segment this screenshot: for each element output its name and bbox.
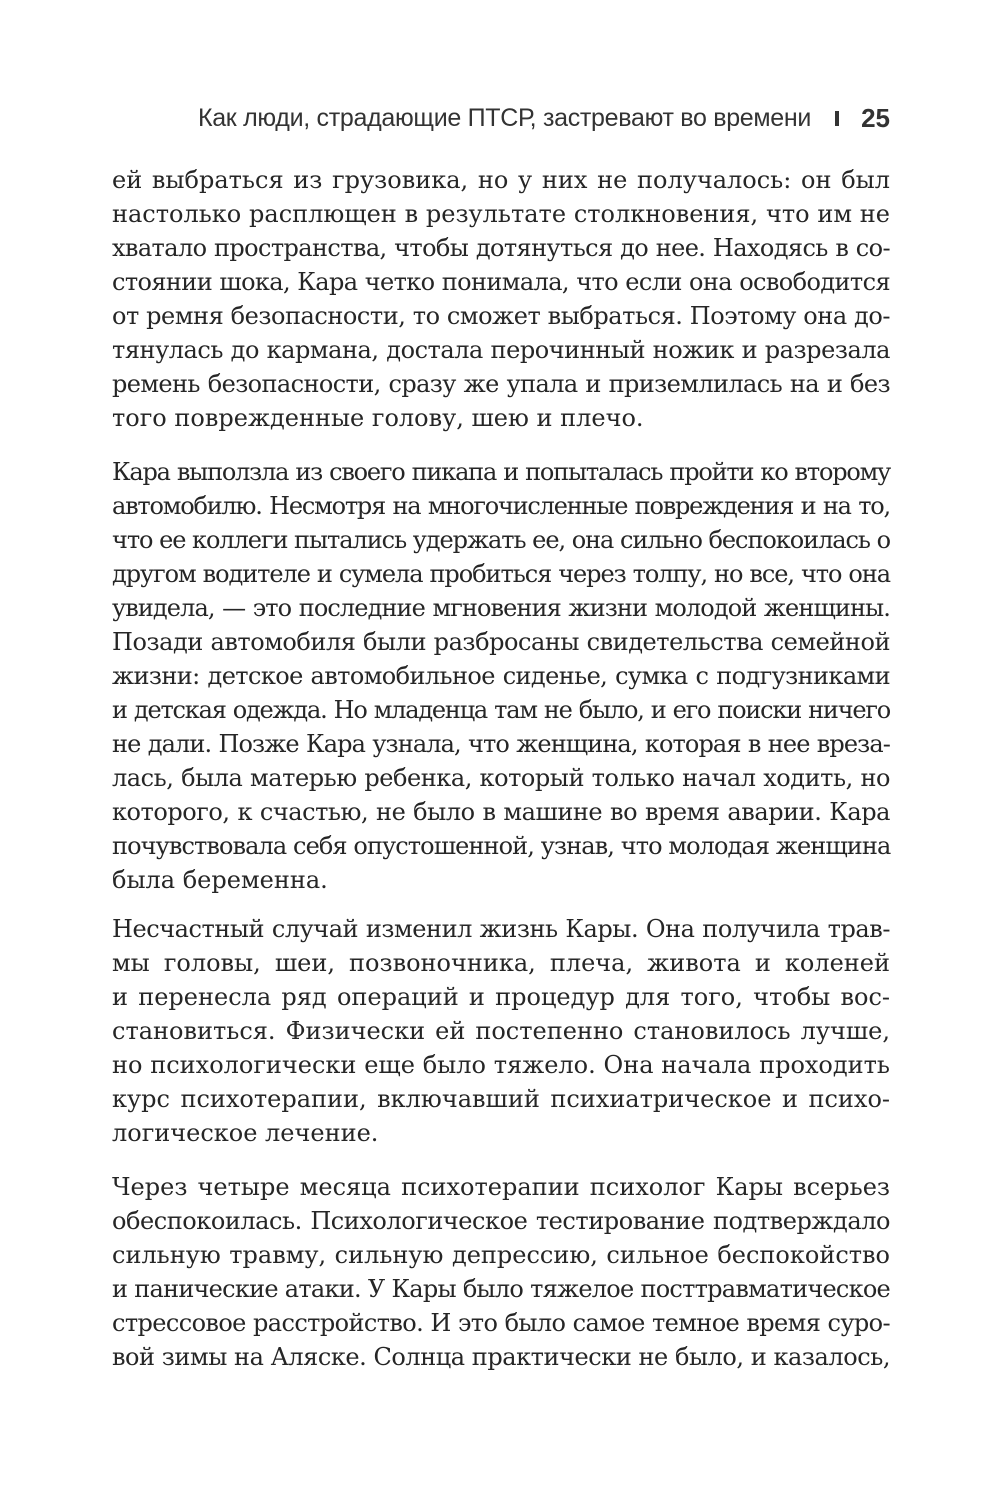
text-line: Несчастный случай изменил жизнь Кары. Она получила трав- bbox=[112, 915, 890, 943]
text-line: и панические атаки. У Кары было тяжелое посттравматическое bbox=[112, 1275, 890, 1303]
paragraph-3 bbox=[112, 912, 890, 1150]
text-line: сильную травму, сильную депрессию, сильное беспокойство bbox=[112, 1241, 890, 1269]
text-line: другом водителе и сумела пробиться через толпу, но все, что она bbox=[112, 560, 890, 588]
paragraph-1 bbox=[112, 163, 890, 435]
text-line: ей выбраться из грузовика, но у них не получалось: он был bbox=[112, 166, 890, 194]
text-line: Кара выползла из своего пикапа и попыталась пройти ко второму bbox=[112, 458, 890, 486]
text-line: вой зимы на Аляске. Солнца практически не было, и казалось, bbox=[112, 1343, 890, 1371]
paragraph-4 bbox=[112, 1170, 890, 1374]
text-line: обеспокоилась. Психологическое тестирование подтверждало bbox=[112, 1207, 890, 1235]
text-line: и перенесла ряд операций и процедур для того, чтобы вос- bbox=[112, 983, 890, 1011]
text-line: увидела, — это последние мгновения жизни молодой женщины. bbox=[112, 594, 890, 622]
text-line: автомобилю. Несмотря на многочисленные повреждения и на то, bbox=[112, 492, 890, 520]
text-line: того поврежденные голову, шею и плечо. bbox=[112, 404, 644, 432]
text-line: от ремня безопасности, то сможет выбраться. Поэтому она до- bbox=[112, 302, 890, 330]
text-line: Через четыре месяца психотерапии психолог Кары всерьез bbox=[112, 1173, 890, 1201]
paragraph-2 bbox=[112, 455, 890, 897]
square-outline-icon bbox=[835, 111, 839, 126]
text-line: настолько расплющен в результате столкновения, что им не bbox=[112, 200, 890, 228]
text-line: курс психотерапии, включавший психиатрическое и психо- bbox=[112, 1085, 890, 1113]
page-number: 25 bbox=[861, 102, 890, 133]
text-line: но психологически еще было тяжело. Она начала проходить bbox=[112, 1051, 890, 1079]
text-line: Позади автомобиля были разбросаны свидетельства семейной bbox=[112, 628, 890, 656]
text-line: не дали. Позже Кара узнала, что женщина, которая в нее вреза- bbox=[112, 730, 890, 758]
text-line: лась, была матерью ребенка, который только начал ходить, но bbox=[112, 764, 890, 792]
text-line: жизни: детское автомобильное сиденье, сумка с подгузниками bbox=[112, 662, 890, 690]
text-line: логическое лечение. bbox=[112, 1119, 379, 1147]
text-line: становиться. Физически ей постепенно становилось лучше, bbox=[112, 1017, 890, 1045]
running-head bbox=[197, 98, 890, 138]
text-line: стоянии шока, Кара четко понимала, что если она освободится bbox=[112, 268, 890, 296]
text-line: была беременна. bbox=[112, 866, 328, 894]
text-line: ремень безопасности, сразу же упала и приземлилась на и без bbox=[112, 370, 890, 398]
text-line: стрессовое расстройство. И это было самое темное время суро- bbox=[112, 1309, 890, 1337]
text-line: что ее коллеги пытались удержать ее, она сильно беспокоилась о bbox=[112, 526, 890, 554]
text-line: хватало пространства, чтобы дотянуться до нее. Находясь в со- bbox=[112, 234, 890, 262]
text-line: тянулась до кармана, достала перочинный ножик и разрезала bbox=[112, 336, 890, 364]
text-line: которого, к счастью, не было в машине во время аварии. Кара bbox=[112, 798, 890, 826]
header-title: Как люди, страдающие ПТСР, застревают во времени bbox=[197, 103, 812, 132]
text-line: мы головы, шеи, позвоночника, плеча, живота и коленей bbox=[112, 949, 890, 977]
text-line: почувствовала себя опустошенной, узнав, что молодая женщина bbox=[112, 832, 891, 860]
text-line: и детская одежда. Но младенца там не было, и его поиски ничего bbox=[112, 696, 890, 724]
